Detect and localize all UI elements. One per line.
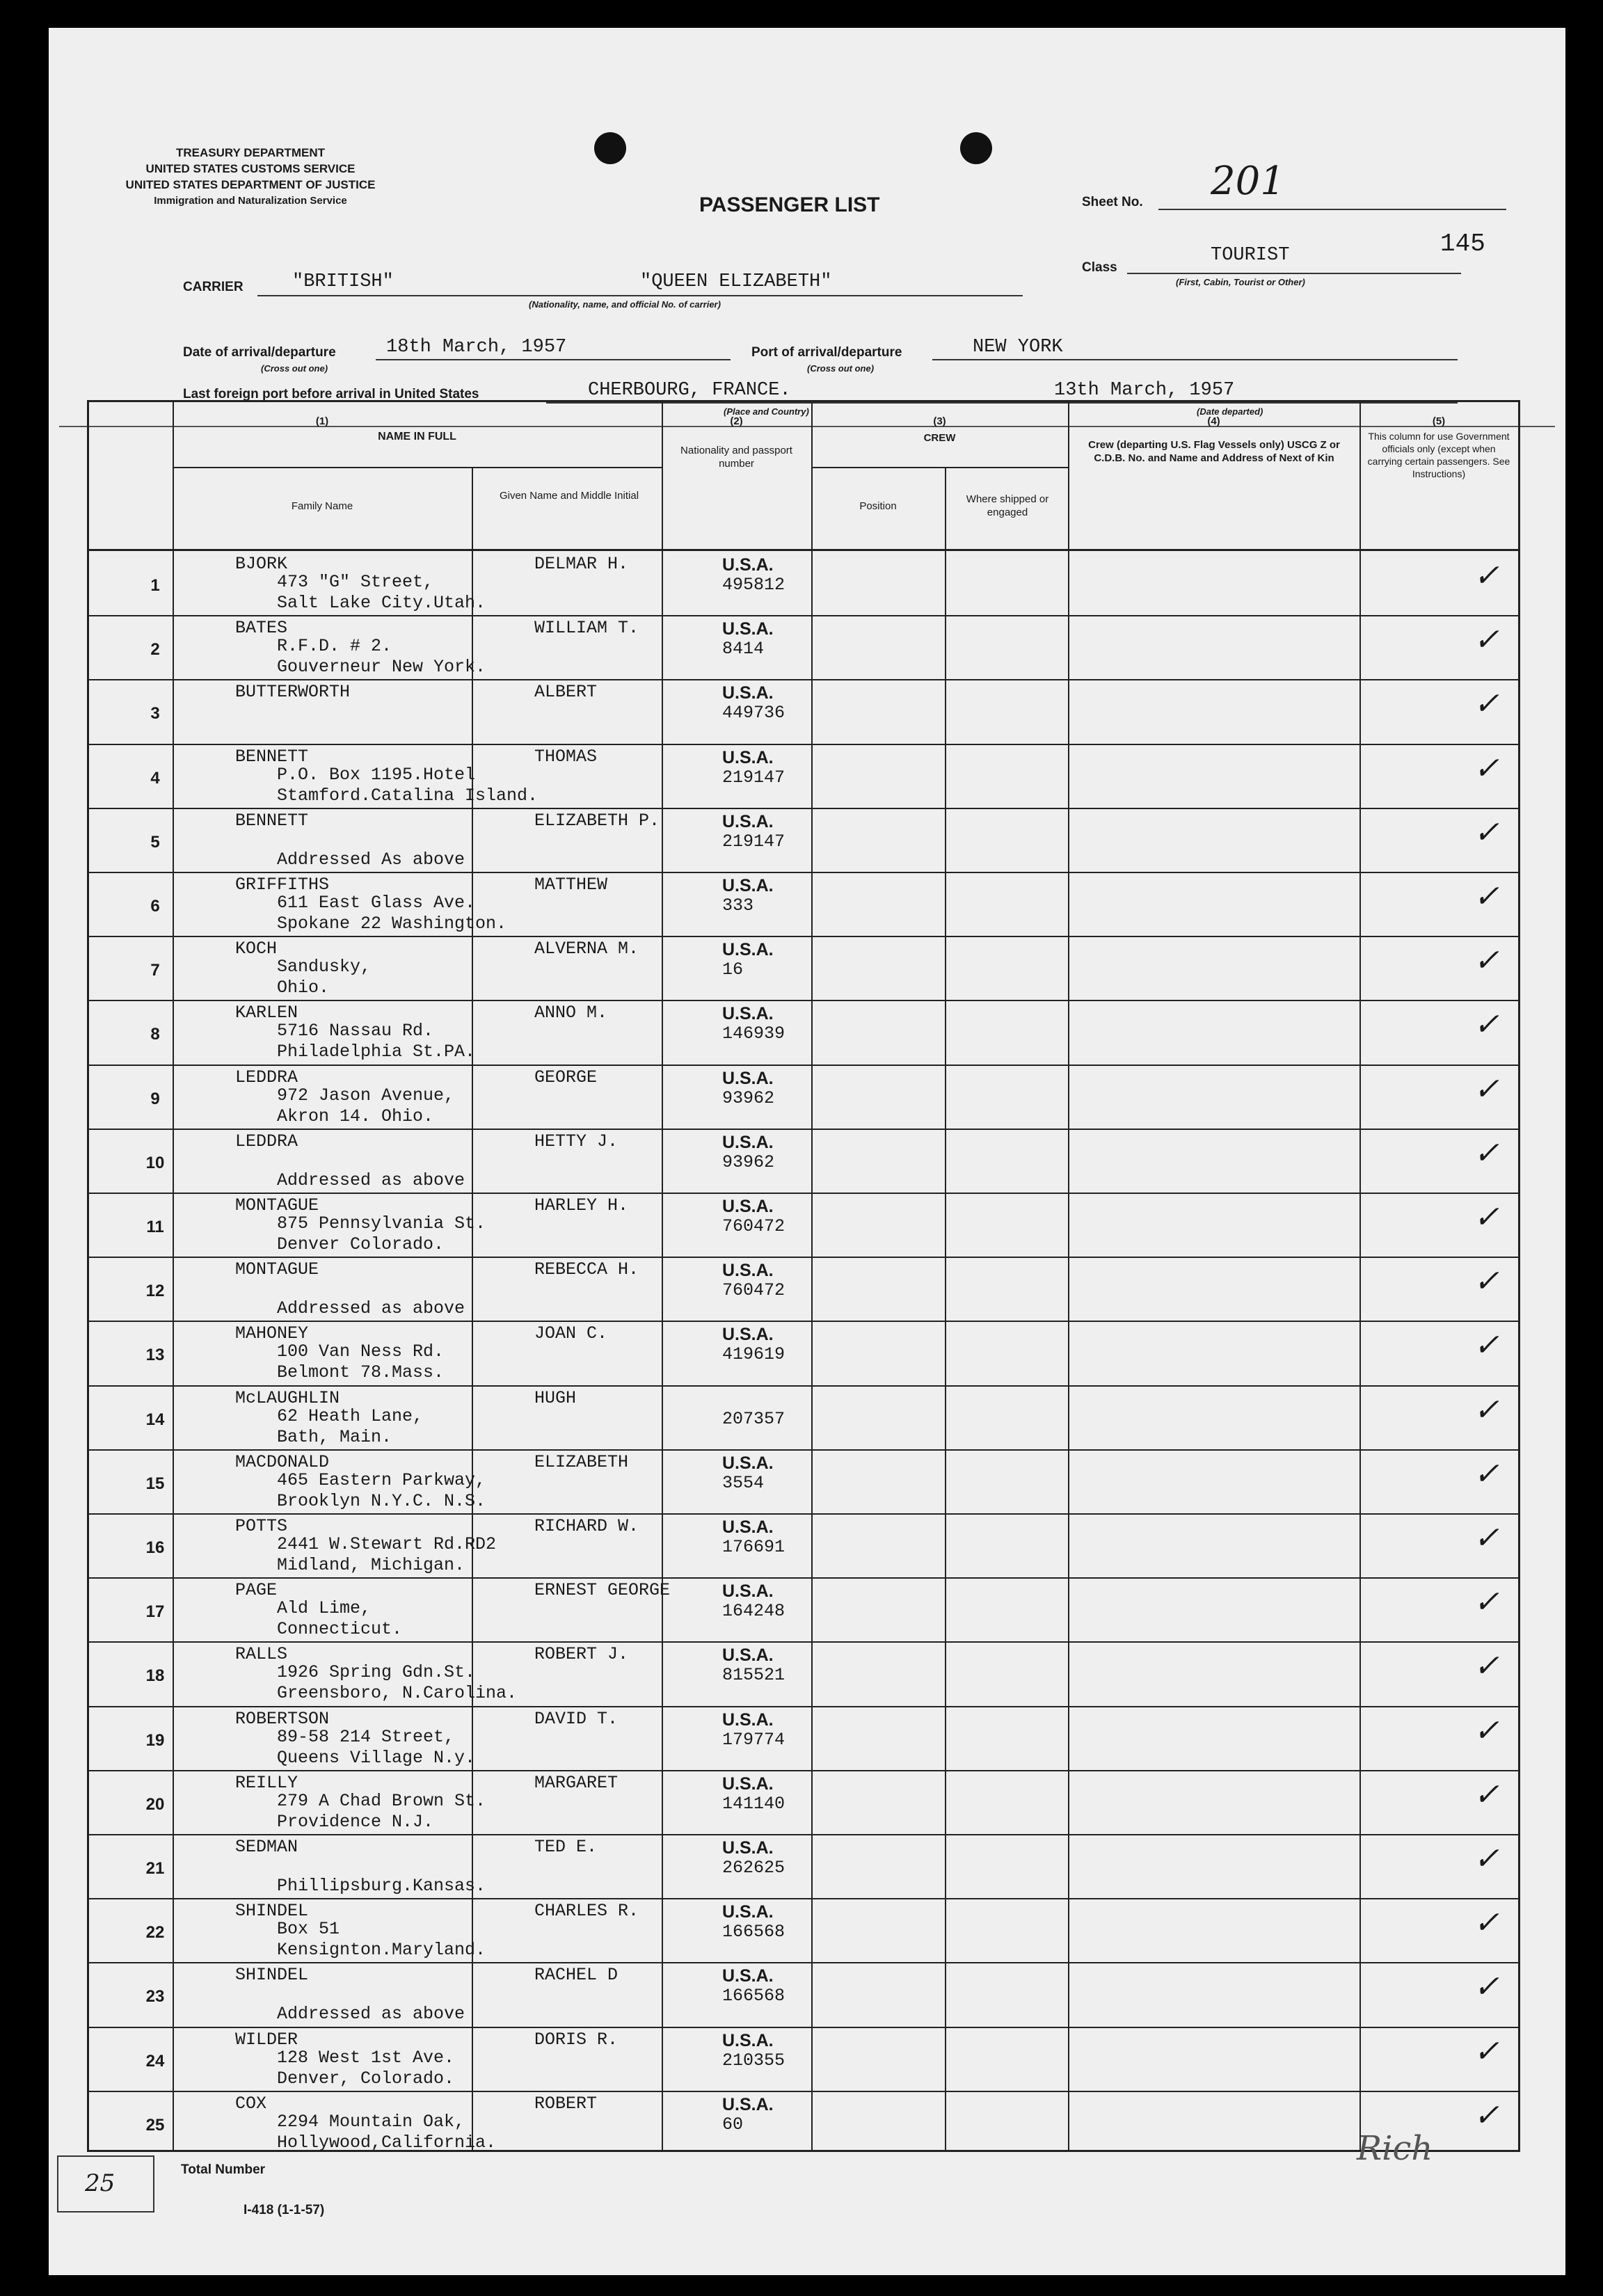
passport-number: 93962 [722, 1087, 775, 1108]
family-name: BUTTERWORTH [235, 682, 351, 703]
given-name: DORIS R. [534, 2029, 619, 2050]
given-name: GEORGE [534, 1067, 598, 1087]
row-number: 6 [150, 897, 160, 916]
table-row [89, 1641, 1518, 1705]
table-row [89, 1000, 1518, 1064]
table-row [89, 1834, 1518, 1898]
table-row [89, 2091, 1518, 2155]
row-number: 1 [150, 576, 160, 596]
address-line-2: Hollywood,California. [277, 2132, 497, 2153]
table-row [89, 1577, 1518, 1641]
passport-number: 166568 [722, 1922, 785, 1943]
given-name: MARGARET [534, 1772, 619, 1793]
check-mark: ✓ [1474, 1392, 1499, 1428]
cross-out-note: (Cross out one) [261, 363, 328, 374]
nationality: U.S.A. [722, 1004, 774, 1024]
passenger-table: (1) NAME IN FULL Family Name Given Name and Middle Initial (2) Nationality and passport number (3) CREW Position Where shipped or engaged (4) Crew (departing U.S. Flag Vessels only) USCG Z or C.D.B. No. and Name and Address of Next of Kin (5) This column for use Government officials only (except when carrying certain passengers. See Instructions) 1 BJORK 473 "G" Street, Salt Lake City.Utah. DELMAR H. U.S.A. 495812 ✓ 2 BATES R.F.D. # 2. Gouverneur New York. WILLIAM T. U.S.A. 8414 ✓ 3 BUTTERWORTH ALBERT U.S.A. 449736 ✓ 4 BENNETT P.O. Box 1195.Hotel Stamford.Catalina Island. THOMAS U.S.A. 219147 ✓ 5 BENNETT Addressed As above ELIZABETH P. U.S.A. 219147 ✓ 6 GRIFFITHS 611 East Glass Ave. Spokane 22 Washington. MATTHEW U.S.A. 333 ✓ 7 KOCH Sandusky, Ohio. ALVERNA M. U.S.A. 16 ✓ 8 KARLEN 5716 Nassau Rd. Philadelphia St.PA. ANNO M. U.S.A. 146939 ✓ 9 LEDDRA 972 Jason Avenue, Akron 14. Ohio. GEORGE U.S.A. 93962 ✓ 10 LEDDRA Addressed as above HETTY J. U.S.A. 93962 ✓ 11 MONTAGUE 875 Pennsylvania St. Denver Colorado. HARLEY H. U.S.A. 760472 ✓ 12 MONTAGUE Addressed as above REBECCA H. U.S.A. 760472 ✓ 13 MAHONEY 100 Van Ness Rd. Belmont 78.Mass. JOAN C. U.S.A. 419619 ✓ 14 McLAUGHLIN 62 Heath Lane, Bath, Main. HUGH 207357 ✓ 15 MACDONALD 465 Eastern Parkway, Brooklyn N.Y.C. N.S. ELIZABETH U.S.A. 3554 ✓ 16 POTTS 2441 W.Stewart Rd.RD2 Midland, Michigan. RICHARD W. U.S.A. 176691 ✓ 17 PAGE Ald Lime, Connecticut. ERNEST GEORGE U.S.A. 164248 ✓ 18 RALLS 1926 Spring Gdn.St. Greensboro, N.Carolina. ROBERT J. U.S.A. 815521 ✓ 19 ROBERTSON 89-58 214 Street, Queens Village N.y. DAVID T. U.S.A. 179774 ✓ 20 REILLY 279 A Chad Brown St. Providence N.J. MARGARET U.S.A. 141140 ✓ 21 SEDMAN Phillipsburg.Kansas. TED E. U.S.A. 262625 ✓ 22 SHINDEL Box 51 Kensignton.Maryland. CHARLES R. U.S.A. 166568 ✓ 23 SHINDEL Addressed as above RACHEL D U.S.A. 166568 ✓ 24 WILDER 128 West 1st Ave. Denver, Colorado. DORIS R. U.S.A. 210355 ✓ 25 COX 2294 Mountain Oak, Hollywood,California. ROBERT U.S.A. 60 ✓ [87, 400, 1520, 2152]
family-name: KARLEN [235, 1003, 298, 1023]
address-line-1: 89-58 214 Street, [277, 1726, 455, 1747]
address-line-2: Spokane 22 Washington. [277, 914, 507, 934]
family-name: MACDONALD [235, 1451, 330, 1472]
class-label: Class [1082, 260, 1117, 275]
nationality: U.S.A. [722, 619, 774, 639]
address-line-2: Addressed as above [277, 1170, 465, 1190]
passport-number: 210355 [722, 2050, 785, 2071]
header-where-shipped: Where shipped or engaged [966, 493, 1049, 518]
check-mark: ✓ [1474, 1776, 1499, 1812]
nationality: U.S.A. [722, 1068, 774, 1088]
address-line-1: P.O. Box 1195.Hotel [277, 764, 476, 785]
nationality: U.S.A. [722, 2094, 774, 2114]
check-mark: ✓ [1474, 1071, 1499, 1107]
given-name: DAVID T. [534, 1708, 619, 1729]
row-number: 16 [145, 1538, 165, 1558]
given-name: REBECCA H. [534, 1259, 639, 1280]
nationality: U.S.A. [722, 555, 774, 575]
address-line-1: 128 West 1st Ave. [277, 2047, 455, 2068]
passport-number: 93962 [722, 1151, 775, 1172]
check-mark: ✓ [1474, 943, 1499, 979]
table-row [89, 1706, 1518, 1770]
given-name: TED E. [534, 1837, 598, 1857]
given-name: ROBERT J. [534, 1644, 629, 1665]
table-row [89, 615, 1518, 679]
table-row [89, 1385, 1518, 1449]
family-name: GRIFFITHS [235, 875, 330, 895]
table-row [89, 1898, 1518, 1962]
port-label: Port of arrival/departure [751, 345, 902, 360]
passport-number: 16 [722, 959, 744, 980]
nationality: U.S.A. [722, 1773, 774, 1794]
address-line-2: Ohio. [277, 978, 330, 998]
row-number: 23 [145, 1987, 165, 2007]
total-number-box [57, 2155, 154, 2213]
table-row [89, 2027, 1518, 2091]
arrival-label: Date of arrival/departure [183, 345, 336, 360]
nationality: U.S.A. [722, 1197, 774, 1216]
given-name: HARLEY H. [534, 1195, 629, 1215]
class-note: (First, Cabin, Tourist or Other) [1176, 277, 1305, 287]
row-number: 9 [150, 1089, 160, 1108]
nationality: U.S.A. [722, 1838, 774, 1858]
check-mark: ✓ [1474, 2097, 1499, 2133]
row-number: 15 [145, 1474, 165, 1493]
header-position: Position [859, 500, 897, 512]
row-number: 17 [145, 1602, 165, 1622]
address-line-1: 5716 Nassau Rd. [277, 1021, 434, 1042]
family-name: BENNETT [235, 746, 309, 767]
carrier-note: (Nationality, name, and official No. of carrier) [529, 299, 721, 310]
row-number: 11 [146, 1218, 164, 1237]
row-number: 18 [145, 1666, 165, 1686]
punch-hole [594, 132, 626, 164]
address-line-2: Bath, Main. [277, 1426, 392, 1447]
check-mark: ✓ [1474, 1520, 1499, 1556]
address-line-2: Salt Lake City.Utah. [277, 593, 486, 613]
header-nationality: Nationality and passport number [680, 445, 792, 470]
table-row [89, 1193, 1518, 1257]
row-number: 20 [145, 1794, 165, 1814]
given-name: ERNEST GEORGE [534, 1580, 671, 1601]
given-name: JOAN C. [534, 1323, 608, 1344]
table-row [89, 1962, 1518, 2026]
sheet-number-label: Sheet No. [1082, 195, 1143, 209]
address-line-2: Midland, Michigan. [277, 1555, 465, 1575]
address-line-1: 2294 Mountain Oak, [277, 2111, 465, 2132]
address-line-1: 972 Jason Avenue, [277, 1085, 455, 1106]
place-note: (Place and Country) [724, 406, 809, 417]
carrier-name: "QUEEN ELIZABETH" [640, 271, 832, 292]
family-name: KOCH [235, 939, 278, 959]
family-name: MAHONEY [235, 1323, 309, 1344]
nationality: U.S.A. [722, 1902, 774, 1922]
nationality: U.S.A. [722, 940, 774, 960]
address-line-2: Gouverneur New York. [277, 657, 486, 678]
address-line-2: Providence N.J. [277, 1811, 434, 1832]
family-name: MONTAGUE [235, 1259, 319, 1280]
address-line-1: 465 Eastern Parkway, [277, 1469, 486, 1490]
passport-number: 146939 [722, 1023, 785, 1044]
table-row [89, 808, 1518, 872]
nationality: U.S.A. [722, 876, 774, 895]
given-name: ELIZABETH P. [534, 810, 660, 831]
nationality: U.S.A. [722, 1453, 774, 1473]
check-mark: ✓ [1474, 879, 1499, 914]
row-number: 5 [150, 832, 160, 852]
address-line-2: Akron 14. Ohio. [277, 1106, 434, 1126]
nationality: U.S.A. [722, 1709, 774, 1730]
table-row [89, 1129, 1518, 1193]
row-number: 14 [145, 1410, 165, 1429]
address-line-2: Queens Village N.y. [277, 1747, 476, 1768]
address-line-2: Addressed As above [277, 849, 465, 870]
address-line-1: 62 Heath Lane, [277, 1405, 424, 1426]
row-number: 3 [150, 704, 160, 724]
check-mark: ✓ [1474, 2033, 1499, 2069]
header-given-name: Given Name and Middle Initial [499, 490, 639, 502]
address-line-1: 100 Van Ness Rd. [277, 1341, 445, 1362]
check-mark: ✓ [1474, 1969, 1499, 2005]
nationality: U.S.A. [722, 811, 774, 831]
table-row [89, 1449, 1518, 1513]
table-row [89, 936, 1518, 1000]
row-number: 13 [145, 1346, 165, 1365]
passport-number: 815521 [722, 1665, 785, 1686]
header-family-name: Family Name [291, 500, 353, 512]
given-name: ELIZABETH [534, 1451, 629, 1472]
check-mark: ✓ [1474, 1263, 1499, 1300]
passport-number: 179774 [722, 1729, 785, 1750]
check-mark: ✓ [1474, 1456, 1499, 1492]
port-value: NEW YORK [973, 337, 1063, 358]
given-name: ANNO M. [534, 1003, 608, 1023]
given-name: ALVERNA M. [534, 939, 639, 959]
check-mark: ✓ [1474, 558, 1499, 593]
check-mark: ✓ [1474, 1841, 1499, 1876]
check-mark: ✓ [1474, 1007, 1499, 1043]
check-mark: ✓ [1474, 686, 1499, 722]
last-port: CHERBOURG, FRANCE. [588, 380, 791, 401]
family-name: SEDMAN [235, 1837, 298, 1857]
signature: Rich [1357, 2129, 1433, 2168]
page-title: PASSENGER LIST [699, 193, 880, 216]
address-line-1: R.F.D. # 2. [277, 636, 392, 657]
total-label: Total Number [181, 2162, 266, 2177]
family-name: WILDER [235, 2029, 298, 2050]
address-line-1: Box 51 [277, 1919, 340, 1940]
passport-number: 3554 [722, 1472, 765, 1493]
given-name: HUGH [534, 1387, 577, 1408]
family-name: BENNETT [235, 810, 309, 831]
given-name: ALBERT [534, 682, 598, 703]
row-number: 12 [145, 1282, 165, 1301]
passport-number: 164248 [722, 1601, 785, 1622]
check-mark: ✓ [1474, 814, 1499, 850]
given-name: ROBERT [534, 2093, 598, 2114]
address-line-2: Brooklyn N.Y.C. N.S. [277, 1490, 486, 1511]
check-mark: ✓ [1474, 1135, 1499, 1171]
passport-number: 8414 [722, 639, 765, 660]
last-port-label: Last foreign port before arrival in United States [183, 387, 479, 401]
nationality: U.S.A. [722, 1517, 774, 1537]
row-number: 24 [145, 2051, 165, 2071]
family-name: LEDDRA [235, 1131, 298, 1151]
family-name: SHINDEL [235, 1965, 309, 1986]
cross-out-note-2: (Cross out one) [807, 363, 875, 374]
given-name: RACHEL D [534, 1965, 619, 1986]
row-number: 2 [150, 640, 160, 660]
address-line-2: Denver, Colorado. [277, 2068, 455, 2089]
table-row [89, 872, 1518, 936]
nationality: U.S.A. [722, 2030, 774, 2050]
passport-number: 176691 [722, 1537, 785, 1557]
check-mark: ✓ [1474, 750, 1499, 786]
address-line-2: Addressed as above [277, 2004, 465, 2025]
passport-number: 262625 [722, 1858, 785, 1878]
form-number: I-418 (1-1-57) [244, 2203, 325, 2217]
row-number: 22 [145, 1923, 165, 1943]
sheet-number: 201 [1211, 159, 1285, 204]
address-line-1: 473 "G" Street, [277, 572, 434, 592]
passport-number: 495812 [722, 575, 785, 595]
carrier-nationality: "BRITISH" [292, 271, 394, 292]
passport-number: 141140 [722, 1793, 785, 1814]
given-name: THOMAS [534, 746, 598, 767]
passport-number: 219147 [722, 831, 785, 852]
table-row [89, 1770, 1518, 1834]
check-mark: ✓ [1474, 622, 1499, 658]
passport-number: 760472 [722, 1216, 785, 1236]
nationality: U.S.A. [722, 1645, 774, 1666]
header-crew: CREW [923, 432, 956, 444]
address-line-1: Sandusky, [277, 957, 372, 978]
given-name: CHARLES R. [534, 1901, 639, 1922]
nationality: U.S.A. [722, 1966, 774, 1986]
punch-hole [960, 132, 992, 164]
address-line-2: Kensignton.Maryland. [277, 1940, 486, 1961]
passport-number: 333 [722, 895, 754, 916]
passport-number: 207357 [722, 1408, 785, 1429]
address-line-1: Ald Lime, [277, 1598, 372, 1619]
header-crew-next-of-kin: Crew (departing U.S. Flag Vessels only) USCG Z or C.D.B. No. and Name and Address of Next of Kin [1088, 439, 1340, 464]
nationality: U.S.A. [722, 747, 774, 767]
header-gov-column: This column for use Government officials only (except when carrying certain passengers. See Instructions) [1367, 431, 1510, 479]
given-name: MATTHEW [534, 875, 608, 895]
table-row [89, 1321, 1518, 1385]
address-line-1: 279 A Chad Brown St. [277, 1790, 486, 1811]
given-name: HETTY J. [534, 1131, 619, 1151]
family-name: LEDDRA [235, 1067, 298, 1087]
nationality: U.S.A. [722, 1261, 774, 1281]
table-row [89, 1065, 1518, 1129]
arrival-date: 18th March, 1957 [386, 337, 567, 358]
family-name: SHINDEL [235, 1901, 309, 1922]
address-line-1: 875 Pennsylvania St. [277, 1213, 486, 1234]
family-name: POTTS [235, 1516, 288, 1536]
family-name: MONTAGUE [235, 1195, 319, 1215]
row-number: 19 [145, 1730, 165, 1750]
address-line-2: Denver Colorado. [277, 1234, 445, 1254]
given-name: DELMAR H. [534, 554, 629, 574]
family-name: REILLY [235, 1772, 298, 1793]
address-line-2: Phillipsburg.Kansas. [277, 1876, 486, 1896]
given-name: WILLIAM T. [534, 618, 639, 639]
row-number: 10 [145, 1153, 165, 1172]
family-name: ROBERTSON [235, 1708, 330, 1729]
page-number: 145 [1440, 230, 1485, 258]
total-count: 25 [85, 2169, 115, 2197]
address-line-2: Stamford.Catalina Island. [277, 785, 539, 806]
check-mark: ✓ [1474, 1712, 1499, 1748]
address-line-2: Philadelphia St.PA. [277, 1042, 476, 1062]
passport-number: 449736 [722, 703, 785, 724]
row-number: 4 [150, 768, 160, 788]
family-name: COX [235, 2093, 267, 2114]
date-departed-note: (Date departed) [1197, 406, 1263, 417]
agency-block: TREASURY DEPARTMENT UNITED STATES CUSTOMS SERVICE UNITED STATES DEPARTMENT OF JUSTICE Immigration and Naturalization Service [125, 146, 376, 207]
family-name: BJORK [235, 554, 288, 574]
check-mark: ✓ [1474, 1905, 1499, 1941]
family-name: BATES [235, 618, 288, 639]
address-line-2: Belmont 78.Mass. [277, 1362, 445, 1383]
given-name: RICHARD W. [534, 1516, 639, 1536]
table-row [89, 1513, 1518, 1577]
passport-number: 219147 [722, 767, 785, 788]
nationality: U.S.A. [722, 1325, 774, 1345]
family-name: RALLS [235, 1644, 288, 1665]
table-row [89, 679, 1518, 743]
address-line-1: 1926 Spring Gdn.St. [277, 1662, 476, 1683]
address-line-2: Addressed as above [277, 1298, 465, 1319]
table-row [89, 551, 1518, 615]
address-line-2: Greensboro, N.Carolina. [277, 1683, 518, 1704]
address-line-2: Connecticut. [277, 1619, 403, 1640]
nationality: U.S.A. [722, 1132, 774, 1152]
table-row [89, 744, 1518, 808]
row-number: 21 [145, 1859, 165, 1879]
passport-number: 60 [722, 2114, 744, 2135]
row-number: 8 [150, 1025, 160, 1044]
table-row [89, 1257, 1518, 1321]
carrier-label: CARRIER [183, 280, 244, 294]
row-number: 7 [150, 961, 160, 980]
row-number: 25 [145, 2115, 165, 2135]
check-mark: ✓ [1474, 1648, 1499, 1684]
address-line-1: 2441 W.Stewart Rd.RD2 [277, 1534, 497, 1554]
passport-number: 419619 [722, 1344, 785, 1365]
nationality: U.S.A. [722, 1581, 774, 1602]
address-line-1: 611 East Glass Ave. [277, 893, 476, 913]
header-name-in-full: NAME IN FULL [378, 431, 456, 443]
passport-number: 166568 [722, 1986, 785, 2007]
class-value: TOURIST [1211, 245, 1290, 266]
check-mark: ✓ [1474, 1584, 1499, 1620]
family-name: McLAUGHLIN [235, 1387, 340, 1408]
check-mark: ✓ [1474, 1328, 1499, 1364]
date-departed: 13th March, 1957 [1054, 380, 1235, 401]
check-mark: ✓ [1474, 1199, 1499, 1235]
nationality: U.S.A. [722, 683, 774, 703]
passport-number: 760472 [722, 1280, 785, 1301]
family-name: PAGE [235, 1580, 278, 1601]
